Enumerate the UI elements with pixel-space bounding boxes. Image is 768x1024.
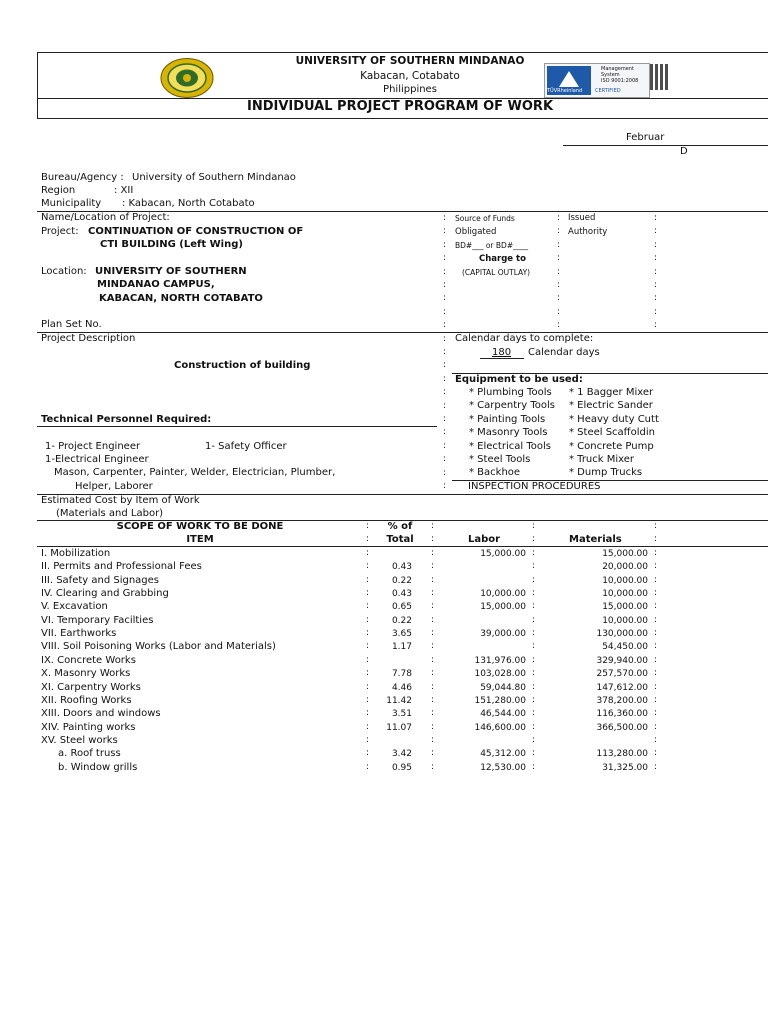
row-labor: 12,530.00 [480, 762, 526, 773]
row-item: XII. Roofing Works [41, 694, 132, 706]
personnel-line-1a: 1- Project Engineer [45, 441, 141, 452]
country-line: Philippines [383, 84, 437, 95]
charge-to-label: Charge to [479, 254, 526, 264]
separator-colon: : [654, 306, 658, 317]
row-colon: : [654, 628, 658, 639]
row-pct: 0.22 [391, 575, 412, 586]
row-colon: : [654, 614, 658, 625]
location-label: Location: [41, 266, 87, 277]
separator-colon: : [443, 400, 447, 411]
head-pct-1: % of [387, 521, 413, 532]
municipality-label: Municipality [41, 198, 102, 209]
row-colon: : [532, 721, 536, 732]
row-materials: 116,360.00 [596, 709, 648, 720]
equipment-item: * Electric Sander [569, 400, 653, 412]
equipment-item: * Steel Tools [469, 454, 531, 465]
separator-colon: : [443, 306, 447, 317]
separator-colon: : [443, 427, 447, 438]
date-label: Februar [626, 132, 665, 143]
separator-colon: : [443, 293, 447, 304]
row-item: XIII. Doors and windows [41, 708, 161, 720]
separator-colon: : [654, 239, 658, 250]
equipment-label: Equipment to be used: [455, 374, 583, 385]
separator-colon: : [654, 226, 658, 237]
row-colon: : [654, 668, 658, 679]
equipment-item: * Painting Tools [469, 413, 546, 425]
usm-seal-logo [160, 58, 214, 98]
header-colon: : [654, 534, 658, 544]
row-colon: : [532, 641, 536, 652]
row-item: IV. Clearing and Grabbing [41, 588, 169, 600]
qr-code-icon [650, 64, 668, 90]
separator-colon: : [443, 226, 447, 237]
personnel-line-3: Mason, Carpenter, Painter, Welder, Electrician, Plumber, [54, 467, 336, 478]
row-colon: : [431, 694, 435, 705]
row-colon: : [654, 721, 658, 732]
row-colon: : [532, 668, 536, 679]
row-materials: 54,450.00 [602, 642, 648, 653]
row-colon: : [532, 588, 536, 599]
row-colon: : [532, 614, 536, 625]
agency-value: University of Southern Mindanao [132, 172, 296, 183]
separator-colon: : [557, 320, 561, 331]
row-materials: 113,280.00 [596, 749, 648, 760]
row-colon: : [532, 561, 536, 572]
project-label: Project: [41, 226, 79, 237]
row-item: XIV. Painting works [41, 721, 136, 733]
personnel-line-2: 1-Electrical Engineer [45, 454, 149, 465]
tuv-certification-logo [544, 63, 650, 98]
location-line-2: MINDANAO CAMPUS, [97, 279, 215, 290]
separator-colon: : [654, 320, 658, 331]
row-colon: : [431, 561, 435, 572]
row-labor: 46,544.00 [480, 709, 526, 720]
head-materials: Materials [569, 534, 622, 545]
row-colon: : [366, 654, 370, 665]
header-colon: : [431, 521, 435, 531]
name-location-label: Name/Location of Project: [41, 212, 170, 223]
row-colon: : [366, 668, 370, 679]
capital-outlay-label: (CAPITAL OUTLAY) [462, 268, 531, 277]
row-colon: : [431, 614, 435, 625]
row-materials: 329,940.00 [596, 655, 648, 666]
row-colon: : [532, 761, 536, 772]
cert-line-1: Management [601, 66, 634, 72]
header-colon: : [366, 534, 370, 544]
row-colon: : [366, 641, 370, 652]
head-item: ITEM [186, 534, 214, 545]
date-sub-label: D [680, 146, 688, 157]
row-item: I. Mobilization [41, 548, 111, 559]
header-colon: : [532, 521, 536, 531]
region-label: Region [41, 185, 76, 196]
equipment-item: * Truck Mixer [569, 454, 635, 465]
row-colon: : [366, 721, 370, 732]
separator-colon: : [443, 481, 447, 491]
row-colon: : [366, 614, 370, 625]
row-pct: 0.43 [391, 562, 412, 573]
row-colon: : [366, 574, 370, 585]
row-pct: 11.07 [386, 722, 412, 733]
header-colon: : [366, 521, 370, 531]
obligated-label: Obligated [455, 227, 497, 237]
separator-colon: : [443, 333, 447, 344]
separator-colon: : [443, 387, 447, 398]
equipment-item: * Heavy duty Cutt [569, 413, 659, 425]
row-colon: : [431, 681, 435, 692]
source-of-funds: Source of Funds [455, 214, 515, 223]
row-item: II. Permits and Professional Fees [41, 561, 202, 573]
row-colon: : [532, 574, 536, 585]
row-colon: : [431, 574, 435, 585]
header-colon: : [532, 534, 536, 544]
row-colon: : [654, 588, 658, 599]
row-pct: 0.95 [391, 762, 412, 773]
row-labor: 59,044.80 [480, 682, 526, 693]
row-colon: : [532, 681, 536, 692]
row-item: VIII. Soil Poisoning Works (Labor and Materials) [41, 641, 276, 653]
location-line-3: KABACAN, NORTH COTABATO [99, 293, 263, 304]
row-colon: : [431, 761, 435, 772]
equipment-item: * Electrical Tools [469, 440, 551, 452]
row-labor: 103,028.00 [474, 669, 526, 680]
separator-colon: : [654, 253, 658, 264]
project-line-2: CTI BUILDING (Left Wing) [100, 239, 243, 250]
row-colon: : [366, 708, 370, 719]
row-materials: 10,000.00 [602, 615, 648, 626]
separator-colon: : [557, 253, 561, 264]
estimate-label-2: (Materials and Labor) [56, 508, 164, 519]
row-colon: : [654, 601, 658, 612]
row-materials: 257,570.00 [596, 669, 648, 680]
separator-colon: : [443, 253, 447, 264]
equipment-item: * Dump Trucks [569, 467, 643, 479]
separator-colon: : [557, 293, 561, 304]
row-colon: : [532, 734, 536, 745]
row-pct: 0.65 [391, 602, 412, 613]
row-labor: 10,000.00 [480, 589, 526, 600]
row-pct: 1.17 [391, 642, 412, 653]
bd-label: BD#___ or BD#____ [455, 241, 529, 250]
row-pct: 3.51 [391, 709, 412, 720]
row-labor: 15,000.00 [480, 549, 526, 559]
row-colon: : [366, 681, 370, 692]
cert-label: CERTIFIED [595, 88, 621, 94]
row-colon: : [366, 561, 370, 572]
head-scope: SCOPE OF WORK TO BE DONE [116, 521, 284, 532]
row-colon: : [366, 588, 370, 599]
row-colon: : [366, 601, 370, 612]
personnel-label: Technical Personnel Required: [41, 414, 212, 425]
row-item: b. Window grills [58, 761, 138, 773]
row-pct: 3.65 [391, 629, 412, 640]
row-colon: : [654, 708, 658, 719]
separator-colon: : [654, 266, 658, 277]
equipment-item: * Masonry Tools [469, 427, 548, 439]
row-item: XV. Steel works [41, 734, 118, 746]
cert-brand: TÜVRheinland [547, 88, 583, 94]
cert-line-2: System [601, 72, 620, 78]
separator-colon: : [557, 266, 561, 277]
row-colon: : [532, 654, 536, 665]
row-colon: : [654, 641, 658, 652]
row-colon: : [654, 748, 658, 759]
row-item: III. Safety and Signages [41, 574, 160, 586]
project-description-value: Construction of building [174, 360, 311, 371]
row-pct: 0.22 [391, 615, 412, 626]
issued-label: Issued [568, 213, 596, 223]
row-pct: 0.43 [391, 589, 412, 600]
row-labor: 39,000.00 [480, 629, 526, 640]
row-item: IX. Concrete Works [41, 654, 136, 666]
head-pct-2: Total [386, 534, 414, 545]
row-item: X. Masonry Works [41, 668, 131, 680]
header-colon: : [654, 521, 658, 531]
university-name: UNIVERSITY OF SOUTHERN MINDANAO [295, 55, 525, 67]
agency-label: Bureau/Agency : [41, 172, 124, 183]
row-colon: : [431, 548, 435, 558]
row-item: V. Excavation [41, 601, 108, 613]
row-colon: : [366, 548, 370, 558]
inspection-procedures: INSPECTION PROCEDURES [468, 481, 601, 492]
row-colon: : [532, 748, 536, 759]
separator-colon: : [443, 454, 447, 465]
separator-colon: : [654, 293, 658, 304]
separator-colon: : [443, 280, 447, 290]
equipment-item: * Plumbing Tools [469, 387, 552, 398]
calendar-unit: Calendar days [528, 347, 600, 358]
plan-set-label: Plan Set No. [41, 319, 102, 330]
row-materials: 378,200.00 [596, 695, 648, 706]
row-colon: : [532, 601, 536, 612]
calendar-days-value: 180 [492, 347, 512, 358]
separator-colon: : [654, 280, 658, 290]
row-labor: 131,976.00 [474, 655, 526, 666]
row-labor: 146,600.00 [474, 722, 526, 733]
row-labor: 15,000.00 [480, 602, 526, 613]
row-colon: : [532, 548, 536, 558]
document-title: INDIVIDUAL PROJECT PROGRAM OF WORK [246, 99, 554, 114]
row-colon: : [532, 708, 536, 719]
row-colon: : [532, 694, 536, 705]
row-colon: : [431, 708, 435, 719]
row-colon: : [366, 694, 370, 705]
row-materials: 147,612.00 [596, 682, 648, 693]
row-colon: : [366, 628, 370, 639]
row-materials: 10,000.00 [602, 589, 648, 600]
row-colon: : [431, 641, 435, 652]
calendar-label: Calendar days to complete: [455, 333, 594, 344]
row-colon: : [366, 761, 370, 772]
row-pct: 4.46 [391, 682, 412, 693]
row-labor: 151,280.00 [474, 695, 526, 706]
row-colon: : [431, 628, 435, 639]
row-materials: 15,000.00 [602, 549, 648, 559]
separator-colon: : [443, 347, 447, 357]
row-colon: : [431, 588, 435, 599]
row-item: a. Roof truss [58, 748, 121, 760]
separator-colon: : [443, 320, 447, 331]
separator-colon: : [443, 373, 447, 384]
head-labor: Labor [468, 534, 501, 545]
row-colon: : [654, 734, 658, 745]
row-colon: : [431, 721, 435, 732]
row-colon: : [654, 761, 658, 772]
region-value: : XII [114, 185, 134, 196]
authority-label: Authority [568, 227, 608, 237]
separator-colon: : [443, 440, 447, 451]
row-materials: 31,325.00 [602, 762, 648, 773]
equipment-item: * 1 Bagger Mixer [569, 387, 654, 398]
row-colon: : [366, 734, 370, 745]
row-colon: : [654, 694, 658, 705]
separator-colon: : [557, 306, 561, 317]
separator-colon: : [443, 239, 447, 250]
row-materials: 10,000.00 [602, 575, 648, 586]
separator-colon: : [557, 213, 561, 223]
row-materials: 130,000.00 [596, 629, 648, 640]
row-item: XI. Carpentry Works [41, 681, 141, 693]
project-description-label: Project Description [41, 333, 136, 344]
separator-colon: : [443, 213, 447, 223]
equipment-item: * Concrete Pump [569, 440, 654, 452]
row-colon: : [654, 681, 658, 692]
city-line: Kabacan, Cotabato [360, 70, 460, 82]
row-colon: : [431, 601, 435, 612]
header-colon: : [431, 534, 435, 544]
row-colon: : [431, 668, 435, 679]
row-materials: 366,500.00 [596, 722, 648, 733]
row-colon: : [654, 561, 658, 572]
separator-colon: : [557, 239, 561, 250]
row-item: VI. Temporary Facilties [41, 614, 154, 626]
cert-line-3: ISO 9001:2008 [601, 78, 639, 84]
row-pct: 7.78 [391, 669, 412, 680]
row-pct: 3.42 [391, 749, 412, 760]
row-materials: 15,000.00 [602, 602, 648, 613]
separator-colon: : [557, 280, 561, 290]
row-colon: : [532, 628, 536, 639]
location-line-1: UNIVERSITY OF SOUTHERN [95, 266, 247, 277]
row-colon: : [366, 748, 370, 759]
row-colon: : [654, 654, 658, 665]
equipment-item: * Steel Scaffoldin [569, 427, 655, 439]
separator-colon: : [443, 266, 447, 277]
equipment-item: * Carpentry Tools [469, 400, 556, 412]
row-labor: 45,312.00 [480, 749, 526, 760]
equipment-item: * Backhoe [469, 467, 521, 479]
row-colon: : [431, 748, 435, 759]
separator-colon: : [443, 414, 447, 424]
row-item: VII. Earthworks [41, 628, 117, 640]
project-line-1: CONTINUATION OF CONSTRUCTION OF [88, 226, 304, 237]
separator-colon: : [654, 213, 658, 223]
row-pct: 11.42 [386, 695, 412, 706]
separator-colon: : [443, 360, 447, 371]
row-colon: : [431, 654, 435, 665]
estimate-label-1: Estimated Cost by Item of Work [41, 495, 200, 506]
row-colon: : [654, 574, 658, 585]
row-colon: : [431, 734, 435, 745]
row-materials: 20,000.00 [602, 562, 648, 573]
separator-colon: : [443, 467, 447, 478]
row-colon: : [654, 548, 658, 558]
separator-colon: : [557, 226, 561, 237]
municipality-value: : Kabacan, North Cotabato [122, 198, 255, 209]
personnel-line-4: Helper, Laborer [75, 481, 153, 492]
personnel-line-1b: 1- Safety Officer [205, 441, 287, 452]
